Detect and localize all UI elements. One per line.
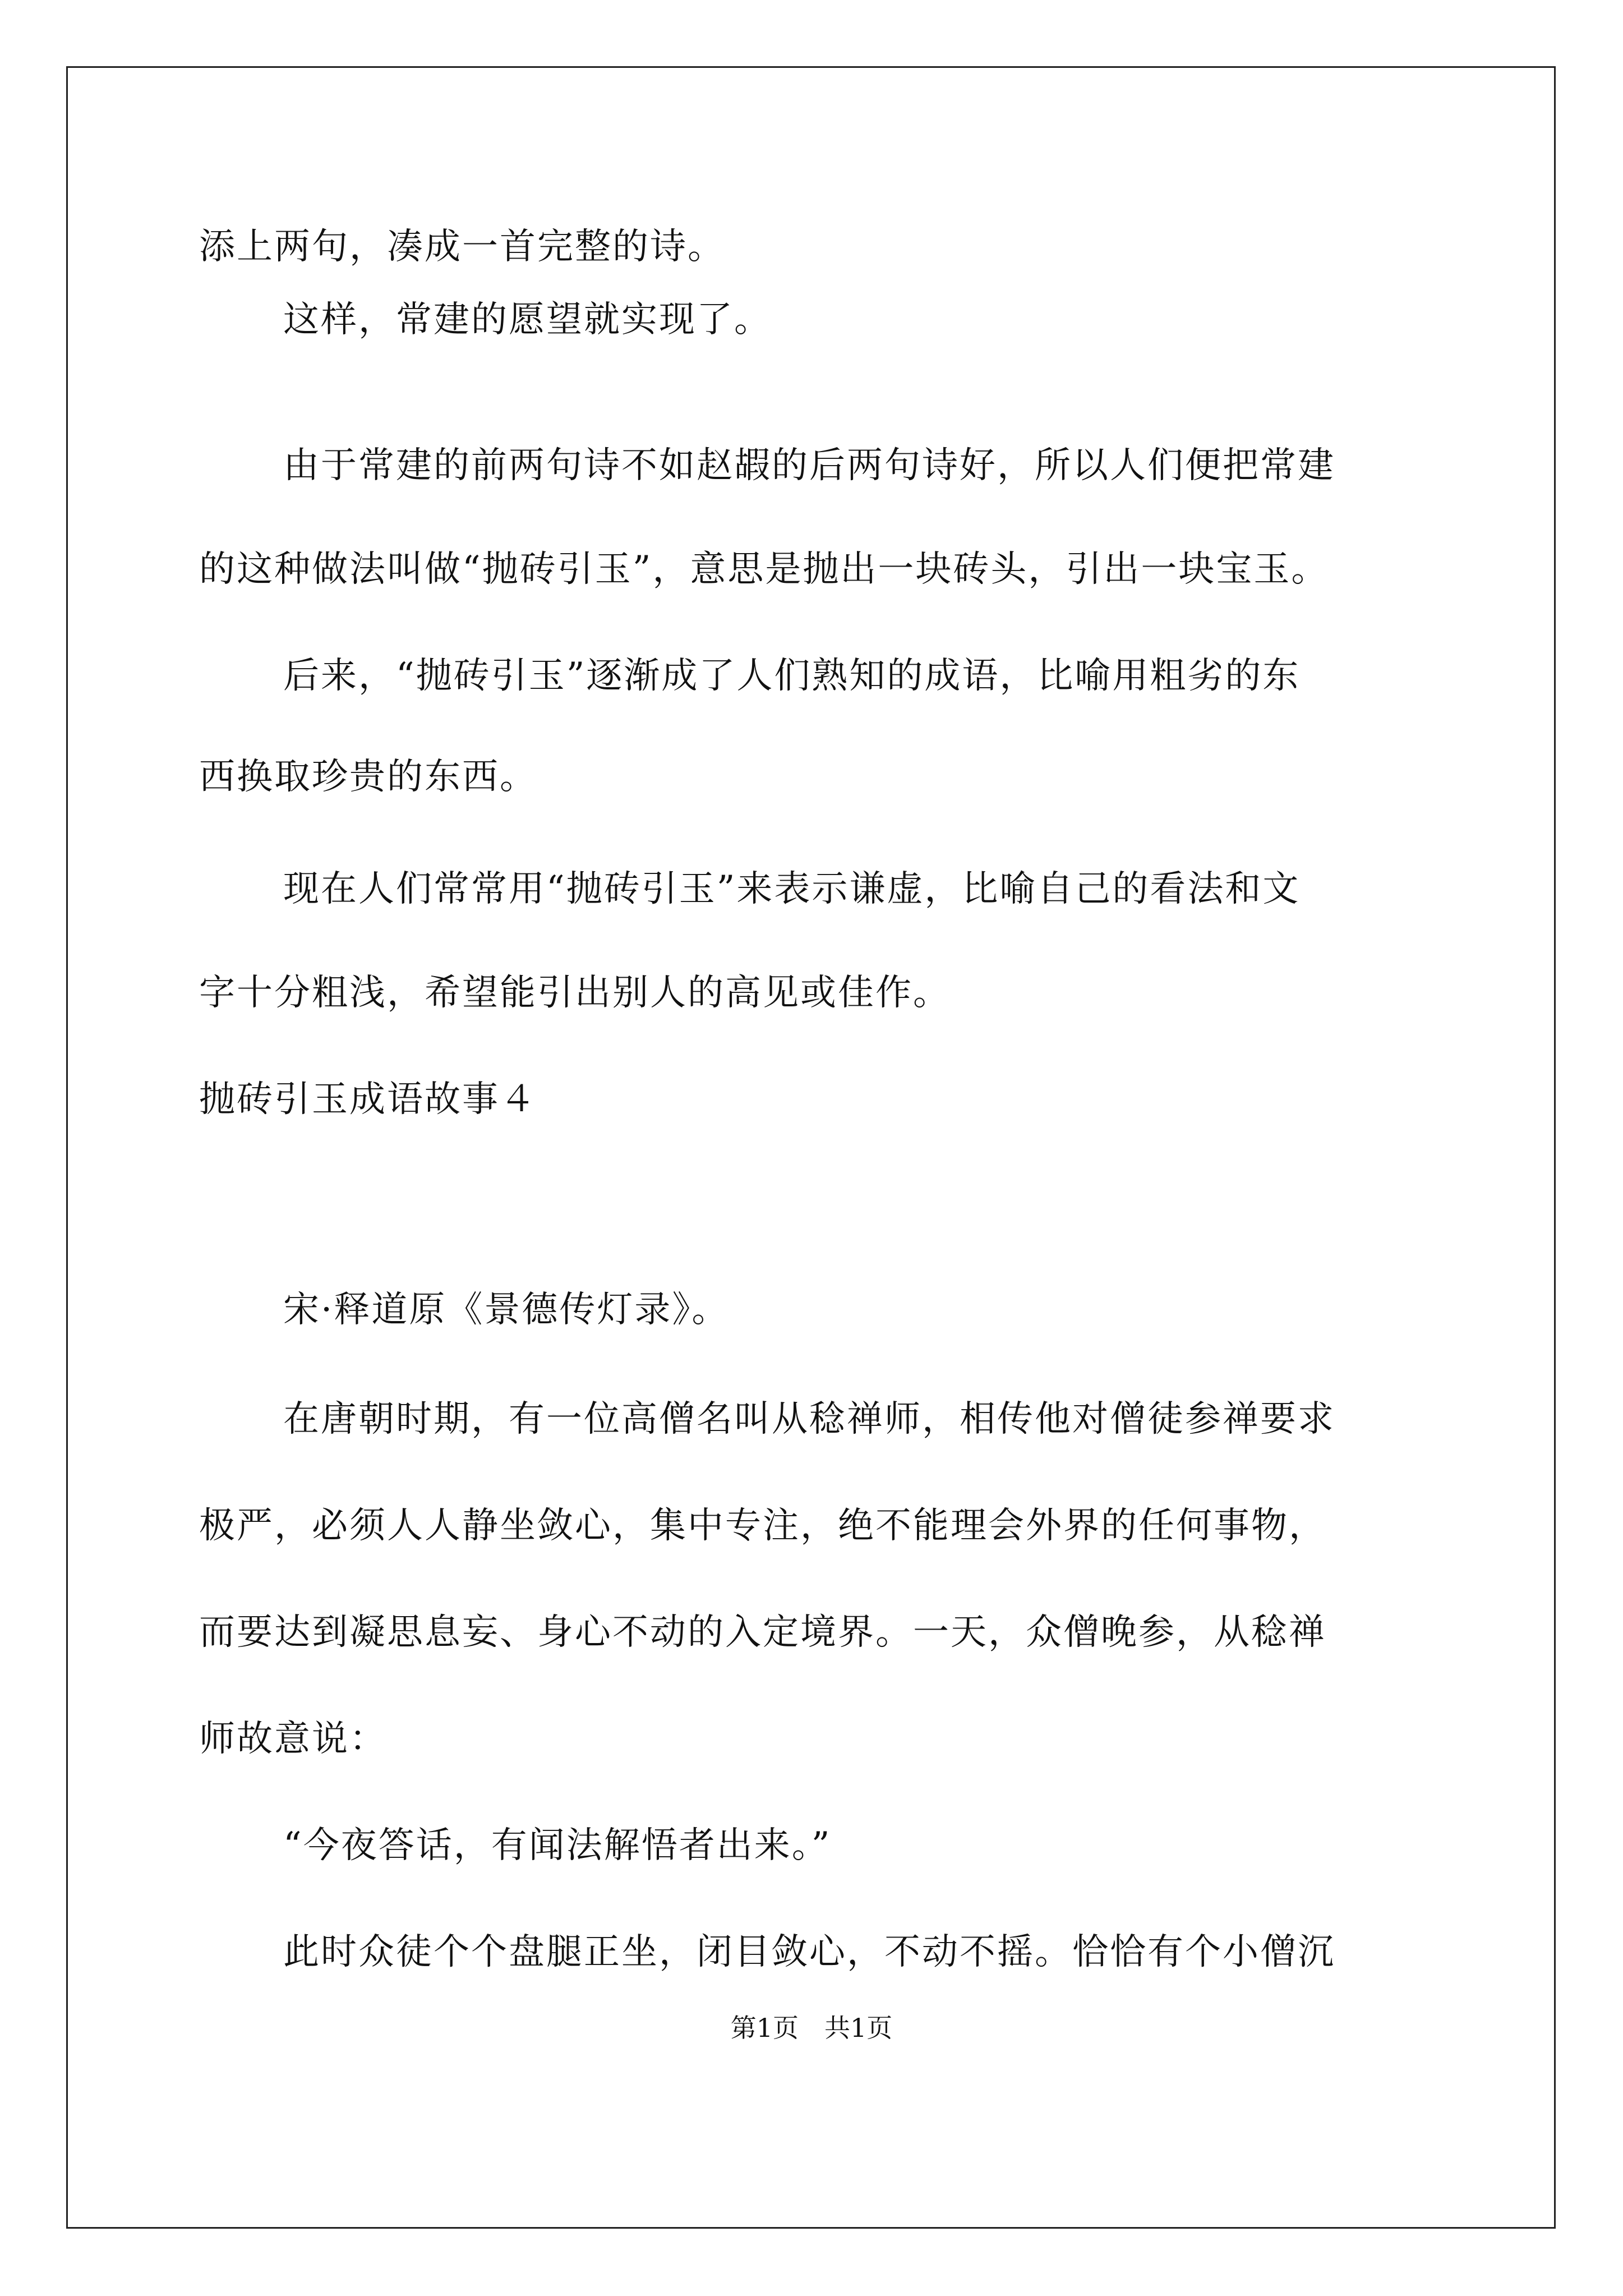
text-line: 而要达到凝思息妄、身心不动的入定境界。一天，众僧晚参，从稔禅	[199, 1612, 1326, 1653]
text-line: 宋·释道原《景德传灯录》。	[283, 1289, 730, 1331]
text-line: 现在人们常常用“抛砖引玉”来表示谦虚，比喻自己的看法和文	[283, 868, 1301, 910]
text-line: 添上两句，凑成一首完整的诗。	[199, 226, 725, 268]
text-line: 字十分粗浅，希望能引出别人的高见或佳作。	[199, 972, 951, 1014]
text-line: 极严，必须人人静坐敛心，集中专注，绝不能理会外界的任何事物，	[199, 1505, 1326, 1547]
text-line: 这样，常建的愿望就实现了。	[283, 299, 772, 341]
text-line: 西换取珍贵的东西。	[199, 756, 537, 798]
text-line: 后来，“抛砖引玉”逐渐成了人们熟知的成语，比喻用粗劣的东	[283, 655, 1301, 697]
text-line: 由于常建的前两句诗不如赵嘏的后两句诗好，所以人们便把常建	[283, 445, 1335, 486]
section-heading: 抛砖引玉成语故事４	[199, 1079, 537, 1120]
text-line: 的这种做法叫做“抛砖引玉”，意思是抛出一块砖头，引出一块宝玉。	[199, 549, 1329, 590]
page-number-footer: 第1页 共1页	[730, 2013, 893, 2043]
text-line: 师故意说：	[199, 1718, 387, 1760]
page-border	[66, 66, 1556, 2229]
text-line: “今夜答话，有闻法解悟者出来。”	[283, 1825, 832, 1866]
text-line: 在唐朝时期，有一位高僧名叫从稔禅师，相传他对僧徒参禅要求	[283, 1398, 1335, 1440]
text-line: 此时众徒个个盘腿正坐，闭目敛心，不动不摇。恰恰有个小僧沉	[283, 1931, 1335, 1973]
